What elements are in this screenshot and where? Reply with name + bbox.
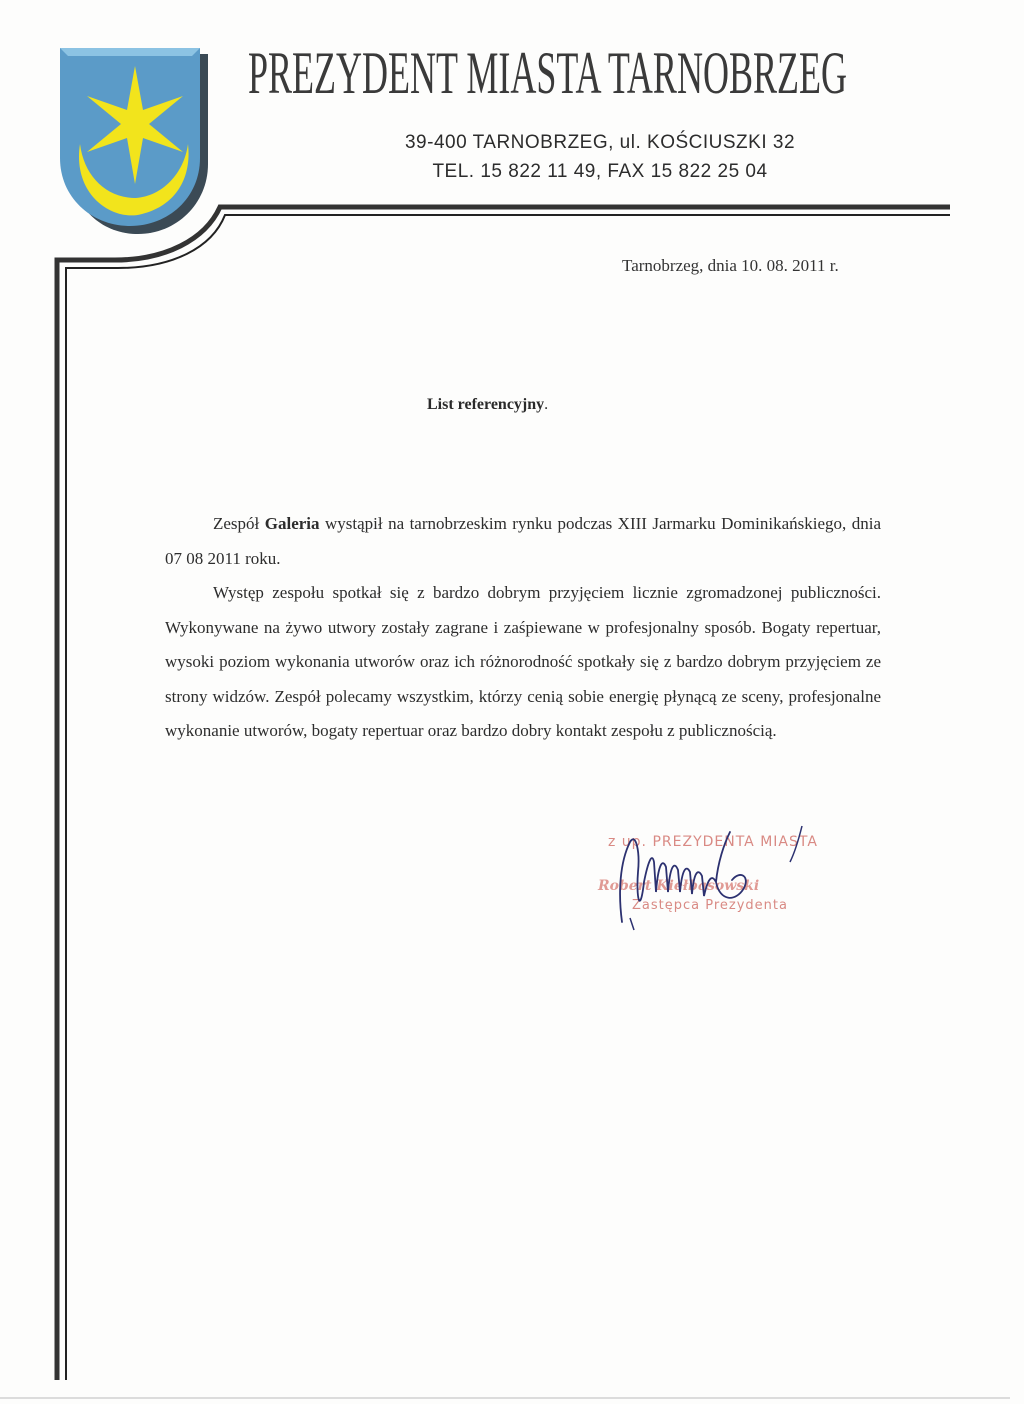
letter-date: Tarnobrzeg, dnia 10. 08. 2011 r. <box>622 256 839 275</box>
subject-title: List referencyjny <box>427 396 545 413</box>
signature-icon <box>600 822 830 932</box>
letterhead-address: 39-400 TARNOBRZEG, ul. KOŚCIUSZKI 32 <box>404 132 796 153</box>
band-name: Galeria <box>264 514 320 533</box>
stamp-authority: z up. PREZYDENTA MIASTA <box>608 834 818 850</box>
stamp-name: Robert Kiełbasowski <box>598 878 760 894</box>
subject-period: . <box>544 396 549 413</box>
letter-subject <box>427 396 548 414</box>
body-paragraph-1 <box>165 507 881 576</box>
letterhead-title: PREZYDENT MIASTA TARNOBRZEG <box>248 40 847 106</box>
stamp-position: Zastępca Prezydenta <box>632 898 788 913</box>
letterhead-contact: TEL. 15 822 11 49, FAX 15 822 25 04 <box>432 161 768 182</box>
coat-of-arms-icon <box>58 46 208 236</box>
paragraph1-text-end: wystąpił na tarnobrzeskim rynku podczas XIII Jarmarku Dominikańskiego, dnia 07 08 2011 roku. <box>165 514 881 568</box>
paragraph1-text-start: Zespół <box>213 514 265 533</box>
paragraph2-text: Występ zespołu spotkał się z bardzo dobrym przyjęciem licznie zgromadzonej publiczności. Wykonywane na żywo utwory zostały zagrane i zaśpiewane w profesjonalny sposób. Bogaty repertuar, wysoki poziom wykonania utworów oraz ich różnorodność spotkały się z bardzo dobrym przyjęciem ze strony widzów. Zespół polecamy wszystkim, którzy cenią sobie energię płynącą ze sceny, profesjonalne wykonanie utworów, bogaty repertuar oraz bardzo dobry kontakt zespołu z publicznością. <box>165 583 881 740</box>
body-paragraph-2 <box>165 576 881 749</box>
